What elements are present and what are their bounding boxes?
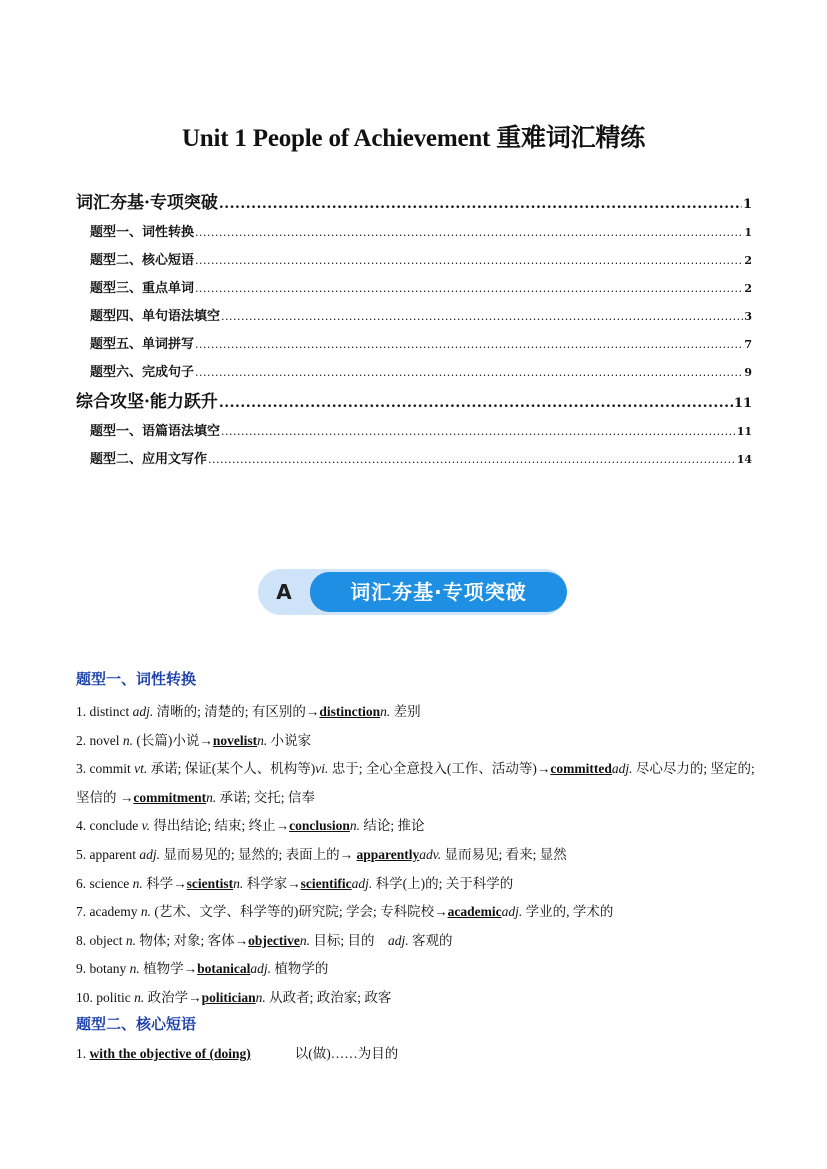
item-definition: 尽心尽力的; 坚定的; 坚信的 → xyxy=(76,761,755,805)
toc-leader xyxy=(221,303,743,331)
item-definition: 以(做)……为目的 xyxy=(294,1046,399,1061)
toc-entry[interactable] xyxy=(76,303,752,331)
list-item xyxy=(76,812,756,841)
answer: objective xyxy=(248,932,300,948)
toc-leader xyxy=(195,247,743,275)
list-item xyxy=(76,727,756,756)
list-item xyxy=(76,870,756,899)
part-of-speech: n. xyxy=(233,875,244,891)
toc-label: 题型五、单词拼写 xyxy=(90,337,195,352)
toc-page: 9 xyxy=(744,366,752,379)
part-of-speech: adj. xyxy=(139,846,160,862)
toc-leader xyxy=(195,331,743,359)
item-definition: 承诺; 交托; 信奉 xyxy=(216,789,315,805)
toc-entry[interactable] xyxy=(76,387,752,418)
item-word: 1. distinct xyxy=(76,704,133,719)
item-word: 3. commit xyxy=(76,761,135,777)
item-definition: 清晰的; 清楚的; 有区别的→ xyxy=(153,704,320,719)
item-definition: 忠于; 全心全意投入(工作、活动等)→ xyxy=(328,761,551,777)
part-of-speech: adj. xyxy=(351,875,373,891)
item-definition: 客观的 xyxy=(408,932,453,948)
toc-label: 题型一、词性转换 xyxy=(90,225,195,240)
answer: conclusion xyxy=(289,818,350,834)
list-item xyxy=(76,1042,398,1062)
part-of-speech: n. xyxy=(140,904,151,920)
part-of-speech: adj. xyxy=(250,961,272,977)
part-of-speech: vi. xyxy=(315,761,329,777)
toc-leader xyxy=(195,219,743,247)
toc-entry[interactable] xyxy=(76,275,752,303)
toc-label: 综合攻坚·能力跃升 xyxy=(76,392,218,412)
toc-entry[interactable] xyxy=(76,188,752,219)
item-definition: 显而易见; 看来; 显然 xyxy=(441,846,567,862)
toc-leader xyxy=(195,359,743,387)
toc-label: 题型二、应用文写作 xyxy=(90,452,208,467)
vocab-list xyxy=(76,698,756,1013)
part-of-speech: adj. xyxy=(388,932,409,948)
item-definition: 承诺; 保证(某个人、机构等) xyxy=(147,761,316,777)
part-of-speech: n. xyxy=(134,989,145,1005)
section-heading: 题型二、核心短语 xyxy=(76,1015,197,1033)
answer: commitment xyxy=(133,789,207,805)
answer: novelist xyxy=(212,732,258,748)
item-definition: (长篇)小说→ xyxy=(133,732,213,748)
part-of-speech: n. xyxy=(206,789,217,805)
toc-label: 题型一、语篇语法填空 xyxy=(90,424,221,439)
toc-label: 词汇夯基·专项突破 xyxy=(76,193,218,213)
part-of-speech: adv. xyxy=(419,846,442,862)
answer: with the objective of (doing) xyxy=(89,1046,251,1061)
toc-page: 2 xyxy=(744,282,752,295)
toc-leader xyxy=(221,418,736,446)
item-definition: 科学→ xyxy=(142,875,187,891)
toc-entry[interactable] xyxy=(76,331,752,359)
item-word: 6. science xyxy=(76,875,133,891)
item-definition: 从政者; 政治家; 政客 xyxy=(265,989,392,1005)
toc-page: 11 xyxy=(733,396,752,411)
part-of-speech: n. xyxy=(257,732,268,748)
part-of-speech: n. xyxy=(132,875,143,891)
toc-leader xyxy=(208,446,736,474)
item-number: 1. xyxy=(76,1046,90,1061)
item-definition: 科学(上)的; 关于科学的 xyxy=(372,875,514,891)
part-of-speech: n. xyxy=(125,932,136,948)
toc-page: 7 xyxy=(744,338,752,351)
section-heading: 题型一、词性转换 xyxy=(76,670,197,688)
item-definition: 得出结论; 结束; 终止→ xyxy=(149,818,290,834)
toc-leader xyxy=(195,275,743,303)
item-definition: 政治学→ xyxy=(144,989,202,1005)
part-of-speech: adj. xyxy=(132,704,154,719)
banner-letter: A xyxy=(276,580,292,604)
toc-entry[interactable] xyxy=(76,247,752,275)
list-item xyxy=(76,698,756,727)
part-of-speech: n. xyxy=(299,932,310,948)
item-word: 7. academy xyxy=(76,904,141,920)
item-word: 4. conclude xyxy=(76,818,142,834)
list-item xyxy=(76,955,756,984)
item-definition: (艺术、文学、科学等的)研究院; 学会; 专科院校→ xyxy=(150,904,448,920)
answer: academic xyxy=(447,904,502,920)
part-of-speech: adj. xyxy=(501,904,523,920)
toc-page: 14 xyxy=(736,453,752,466)
toc-page: 11 xyxy=(736,425,752,438)
part-of-speech: n. xyxy=(122,732,133,748)
part-of-speech: adj. xyxy=(611,761,633,777)
toc-entry[interactable] xyxy=(76,359,752,387)
item-word: 10. politic xyxy=(76,989,135,1005)
toc-page: 3 xyxy=(744,310,752,323)
answer: scientist xyxy=(186,875,234,891)
toc-page: 2 xyxy=(744,254,752,267)
answer: politician xyxy=(201,989,256,1005)
toc-entry[interactable] xyxy=(76,418,752,446)
item-definition: 植物学的 xyxy=(271,961,329,977)
part-of-speech: vt. xyxy=(134,761,148,777)
item-definition: 小说家 xyxy=(267,732,312,748)
answer: botanical xyxy=(197,961,251,977)
toc-page: 1 xyxy=(742,197,752,212)
document-title: Unit 1 People of Achievement 重难词汇精练 xyxy=(181,125,646,152)
list-item xyxy=(76,755,756,812)
toc-page: 1 xyxy=(744,226,752,239)
toc-entry[interactable] xyxy=(76,446,752,474)
list-item xyxy=(76,984,756,1013)
answer: scientific xyxy=(300,875,352,891)
item-definition: 结论; 推论 xyxy=(360,818,425,834)
item-definition: 物体; 对象; 客体→ xyxy=(136,932,249,948)
list-item xyxy=(76,927,756,956)
part-of-speech: n. xyxy=(255,989,266,1005)
answer: distinction xyxy=(319,704,381,719)
toc-label: 题型二、核心短语 xyxy=(90,253,195,268)
toc-label: 题型四、单句语法填空 xyxy=(90,309,221,324)
table-of-contents xyxy=(76,188,752,474)
item-word: 5. apparent xyxy=(76,846,140,862)
section-banner xyxy=(258,569,567,615)
part-of-speech: n. xyxy=(349,818,361,834)
item-word: 8. object xyxy=(76,932,126,948)
toc-leader xyxy=(219,188,742,220)
answer: committed xyxy=(550,761,612,777)
answer: apparently xyxy=(356,846,420,862)
item-definition: 科学家→ xyxy=(243,875,301,891)
item-definition: 植物学→ xyxy=(139,961,198,977)
banner-title: 词汇夯基·专项突破 xyxy=(310,572,567,612)
part-of-speech: n. xyxy=(129,961,140,977)
toc-label: 题型三、重点单词 xyxy=(90,281,195,296)
toc-leader xyxy=(219,387,733,419)
part-of-speech: n. xyxy=(380,704,391,719)
toc-label: 题型六、完成句子 xyxy=(90,365,195,380)
item-word: 2. novel xyxy=(76,732,123,748)
list-item xyxy=(76,841,756,870)
list-item xyxy=(76,898,756,927)
item-definition: 差别 xyxy=(390,704,421,719)
item-definition: 目标; 目的 xyxy=(310,932,389,948)
item-definition: 学业的, 学术的 xyxy=(522,904,614,920)
item-word: 9. botany xyxy=(76,961,130,977)
toc-entry[interactable] xyxy=(76,219,752,247)
item-definition: 显而易见的; 显然的; 表面上的→ xyxy=(160,846,357,862)
part-of-speech: v. xyxy=(141,818,150,834)
